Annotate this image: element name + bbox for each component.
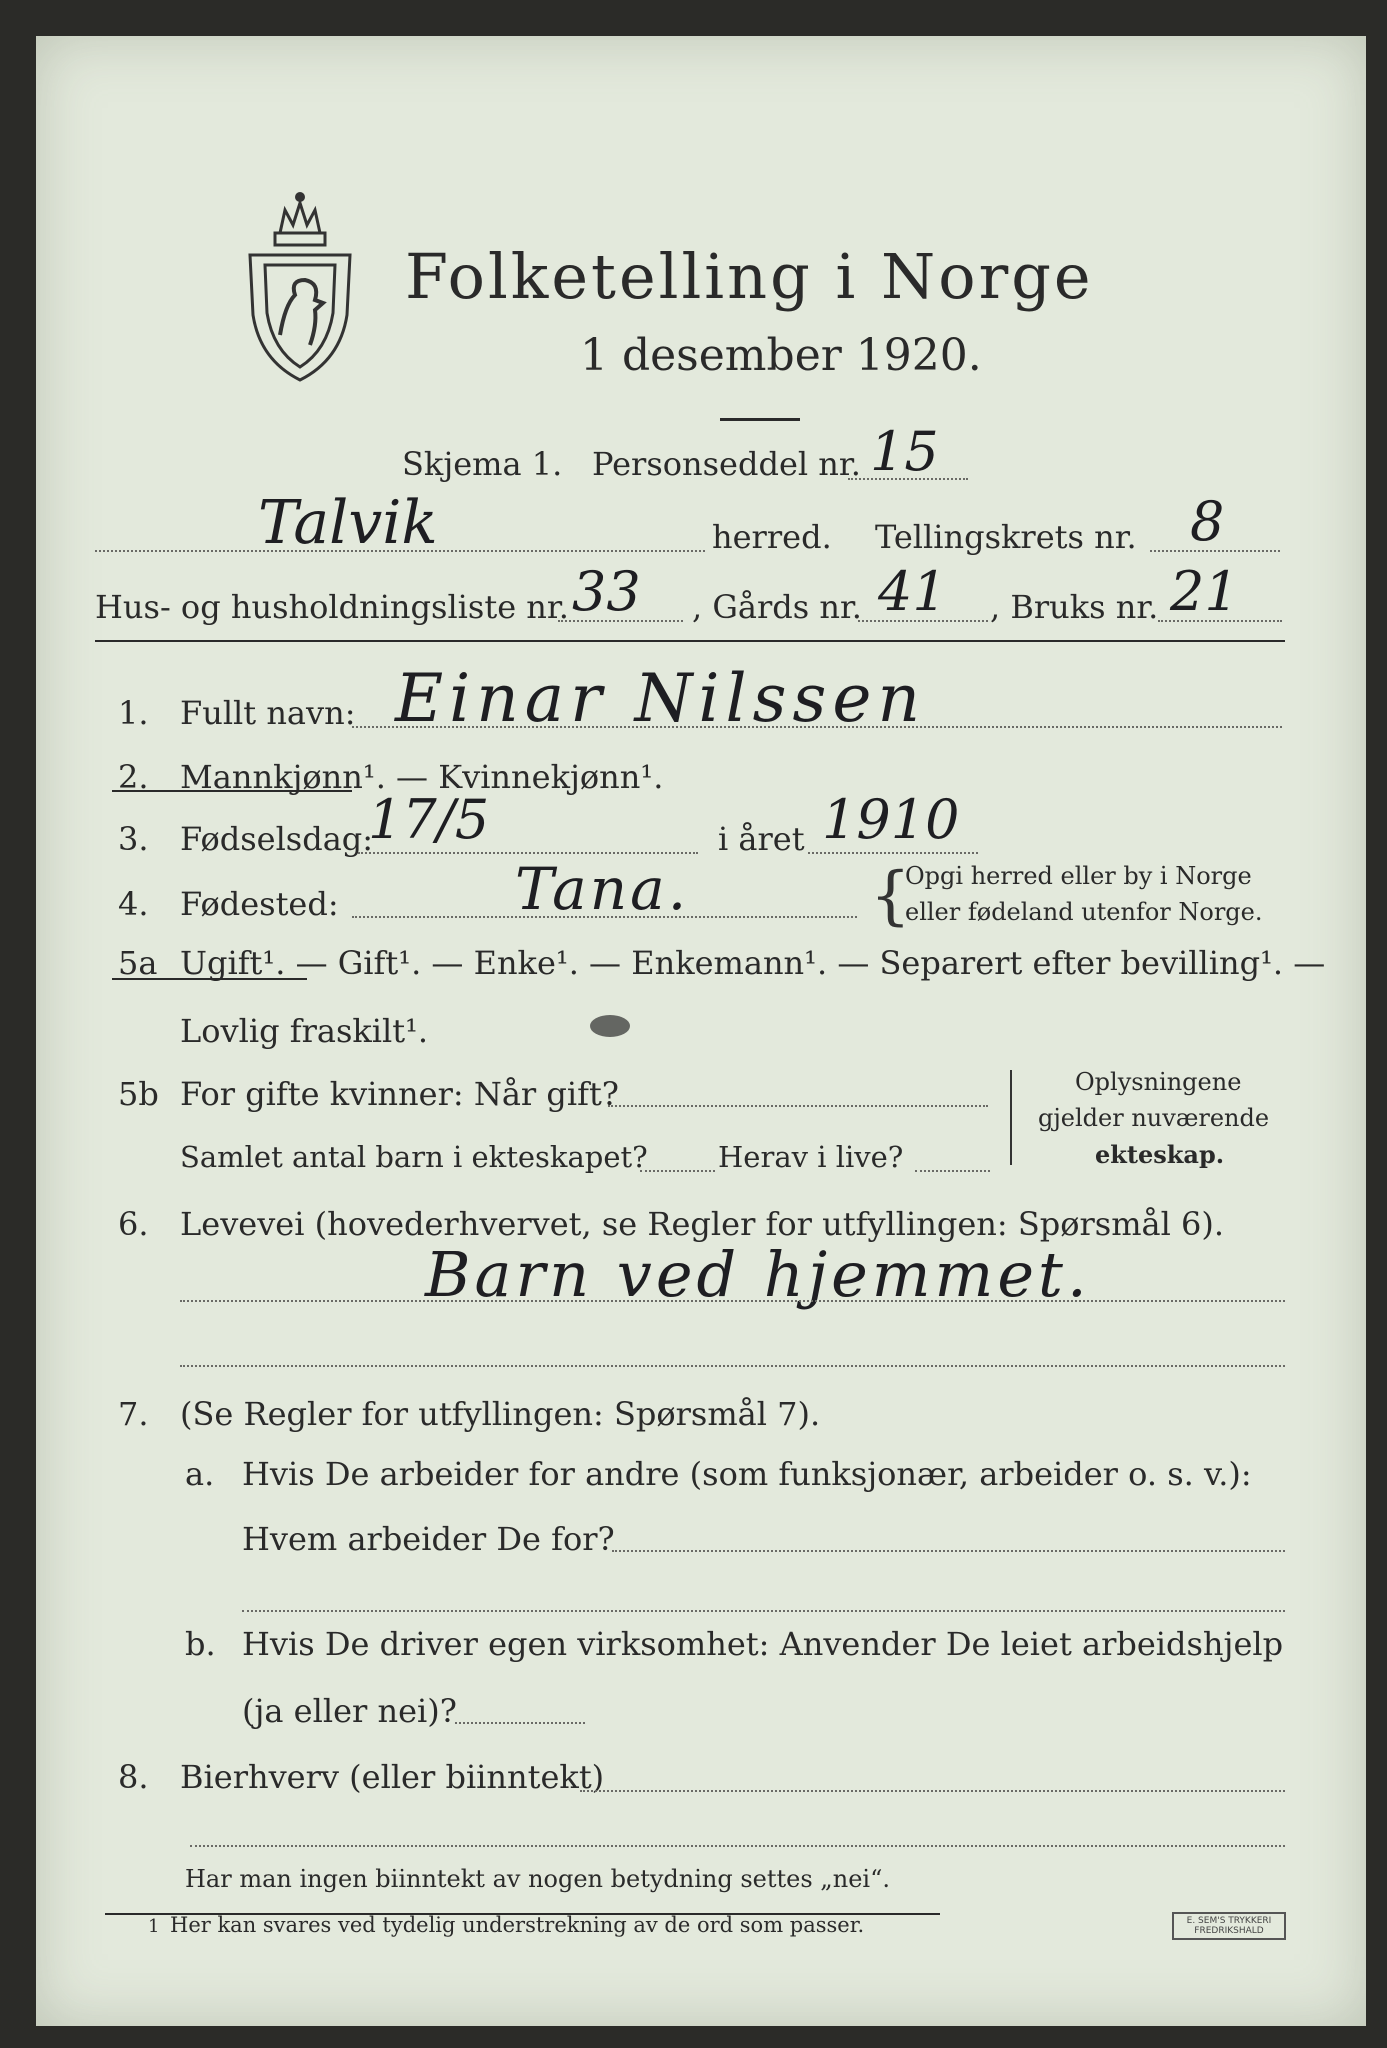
q7a-line1: Hvis De arbeider for andre (som funksjonær, arbeider o. s. v.):	[242, 1455, 1252, 1493]
census-date: 1 desember 1920.	[580, 330, 982, 381]
q1-value[interactable]: Einar Nilssen	[395, 660, 926, 737]
q8-label: Bierhverv (eller biinntekt)	[180, 1758, 605, 1796]
schema-label: Skjema 1.	[402, 445, 563, 483]
q8-answer-line1	[580, 1790, 1285, 1792]
q4-label: Fødested:	[180, 885, 339, 923]
q2-underline-mann	[112, 790, 352, 792]
footnote-text: Her kan svares ved tydelig understrekning av de ord som passer.	[170, 1913, 865, 1937]
q5b-note-line2: gjelder nuværende	[1038, 1104, 1270, 1132]
hus-value[interactable]: 33	[572, 560, 641, 623]
ink-blot	[590, 1015, 630, 1037]
q1-label: Fullt navn:	[180, 694, 356, 732]
q8-answer-line2	[190, 1845, 1285, 1847]
q2-number: 2.	[118, 758, 149, 796]
q7b-letter: b.	[185, 1625, 216, 1663]
curly-brace-icon: {	[870, 859, 911, 933]
q5b-note-line1: Oplysningene	[1075, 1068, 1242, 1096]
q4-note-line2: eller fødeland utenfor Norge.	[905, 898, 1263, 926]
q2-label: Mannkjønn¹. — Kvinnekjønn¹.	[180, 758, 664, 796]
tellingskrets-label: Tellingskrets nr.	[875, 518, 1137, 556]
q4-value[interactable]: Tana.	[515, 855, 690, 923]
printer-stamp	[1172, 1912, 1286, 1940]
printer-stamp-line2: FREDRIKSHALD	[1194, 1926, 1264, 1936]
q4-note-line1: Opgi herred eller by i Norge	[905, 862, 1252, 890]
q5b-married-line	[608, 1105, 988, 1107]
personseddel-label: Personseddel nr.	[592, 445, 861, 483]
q5b-note-line3: ekteskap.	[1095, 1140, 1225, 1169]
tellingskrets-value[interactable]: 8	[1190, 490, 1225, 553]
q6-value[interactable]: Barn ved hjemmet.	[425, 1238, 1091, 1311]
herred-value[interactable]: Talvik	[258, 488, 438, 558]
footer-note: Har man ingen biinntekt av nogen betydning settes „nei“.	[185, 1865, 890, 1893]
footnote-number: 1	[148, 1916, 160, 1937]
q5b-children-line	[640, 1170, 715, 1172]
herred-label: herred.	[712, 518, 832, 556]
q5a-underline-ugift	[112, 978, 307, 980]
header-separator	[95, 640, 1285, 642]
q4-number: 4.	[118, 885, 149, 923]
q3-number: 3.	[118, 820, 149, 858]
gards-label: , Gårds nr.	[692, 588, 862, 626]
q6-label: Levevei (hovederhvervet, se Regler for utfyllingen: Spørsmål 6).	[180, 1205, 1225, 1243]
q5b-number: 5b	[118, 1075, 159, 1113]
q5b-bracket	[1010, 1070, 1012, 1165]
q3-value[interactable]: 17/5	[368, 788, 490, 851]
q7a-letter: a.	[185, 1455, 215, 1493]
q7a-answer-line1	[612, 1550, 1285, 1552]
q8-number: 8.	[118, 1758, 149, 1796]
q5b-alive-line	[915, 1170, 990, 1172]
q5a-line2: Lovlig fraskilt¹.	[180, 1012, 429, 1050]
bruks-label: , Bruks nr.	[990, 588, 1159, 626]
q7b-line1: Hvis De driver egen virksomhet: Anvender De leiet arbeidshjelp	[242, 1625, 1284, 1663]
q5b-label3: Herav i live?	[718, 1140, 904, 1174]
printer-stamp-line1: E. SEM'S TRYKKERI	[1186, 1916, 1272, 1926]
gards-value[interactable]: 41	[878, 560, 947, 623]
q6-line1	[180, 1300, 1285, 1302]
q5b-label1: For gifte kvinner: Når gift?	[180, 1075, 619, 1113]
q7a-line2: Hvem arbeider De for?	[242, 1520, 615, 1558]
q5a-number: 5a	[118, 944, 158, 982]
q3-year-value[interactable]: 1910	[822, 788, 960, 851]
q5b-label2: Samlet antal barn i ekteskapet?	[180, 1140, 648, 1174]
q7-label: (Se Regler for utfyllingen: Spørsmål 7).	[180, 1395, 821, 1433]
norwegian-coat-of-arms-icon	[245, 185, 355, 385]
q3-line	[358, 852, 698, 854]
q7-number: 7.	[118, 1395, 149, 1433]
personseddel-value[interactable]: 15	[870, 420, 939, 483]
q7a-answer-line2	[242, 1610, 1285, 1612]
q3-label: Fødselsdag:	[180, 820, 374, 858]
title-divider	[720, 418, 800, 421]
bruks-value[interactable]: 21	[1170, 560, 1239, 623]
q7b-answer-line	[455, 1722, 585, 1724]
hus-label: Hus- og husholdningsliste nr.	[95, 588, 569, 626]
q6-number: 6.	[118, 1205, 149, 1243]
q1-number: 1.	[118, 694, 149, 732]
herred-line	[95, 550, 705, 552]
q6-line2	[180, 1365, 1285, 1367]
q5a-line1: Ugift¹. — Gift¹. — Enke¹. — Enkemann¹. — Separert efter bevilling¹. —	[180, 944, 1326, 982]
form-title: Folketelling i Norge	[405, 240, 1094, 313]
q3-year-line	[808, 852, 978, 854]
q3-year-label: i året	[718, 820, 805, 858]
q7b-line2: (ja eller nei)?	[242, 1692, 457, 1730]
